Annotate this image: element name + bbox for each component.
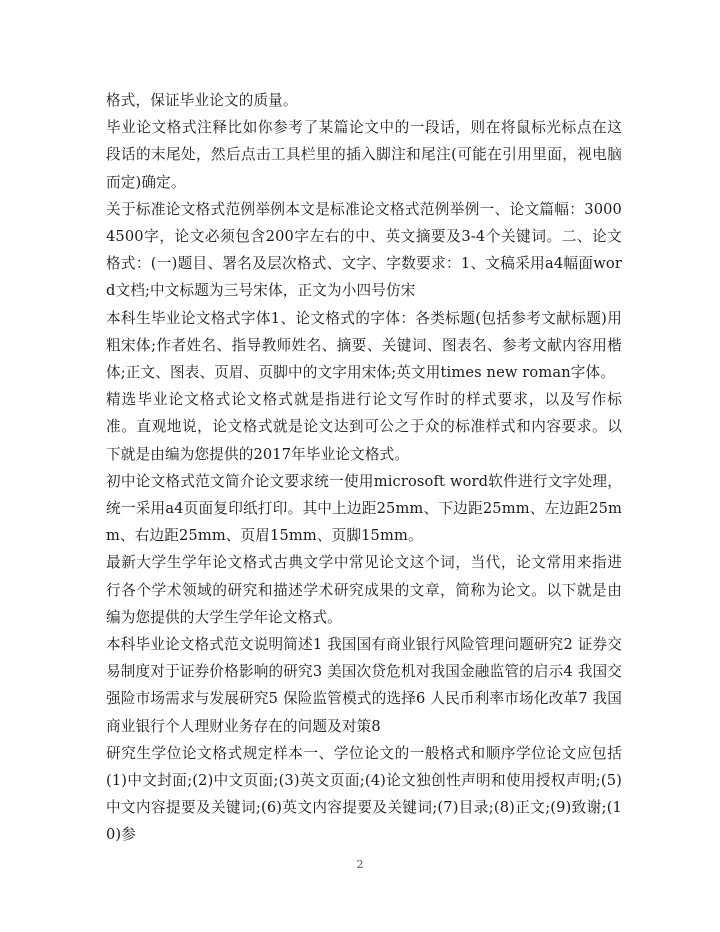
paragraph-4: 本科生毕业论文格式字体1、论文格式的字体：各类标题(包括参考文献标题)用粗宋体;作者姓名、指导教师姓名、摘要、关键词、图表名、参考文献内容用楷体;正文、图表、页眉、页脚中的文字用宋体;英文用times new roman字体。 (106, 309, 622, 382)
page-number: 2 (356, 858, 364, 871)
paragraph-7: 最新大学生学年论文格式古典文学中常见论文这个词，当代，论文常用来指进行各个学术领域的研究和描述学术研究成果的文章，简称为论文。以下就是由编为您提供的大学生学年论文格式。 (106, 554, 622, 626)
paragraph-3: 关于标准论文格式范例举例本文是标准论文格式范例举例一、论文篇幅：30004500字，论文必须包含200字左右的中、英文摘要及3-4个关键词。二、论文格式：(一)题目、署名及层次格式、文字、字数要求：1、文稿采用a4幅面word文档;中文标题为三号宋体，正文为小四号仿宋 (106, 200, 622, 300)
paragraph-6: 初中论文格式范文简介论文要求统一使用microsoft word软件进行文字处理，统一采用a4页面复印纸打印。其中上边距25mm、下边距25mm、左边距25mm、右边距25mm、页眉15mm、页脚15mm。 (106, 472, 622, 545)
paragraph-5: 精选毕业论文格式论文格式就是指进行论文写作时的样式要求，以及写作标准。直观地说，论文格式就是论文达到可公之于众的标准样式和内容要求。以下就是由编为您提供的2017年毕业论文格式。 (106, 391, 622, 463)
paragraph-8: 本科毕业论文格式范文说明简述1 我国国有商业银行风险管理问题研究2 证券交易制度对于证券价格影响的研究3 美国次贷危机对我国金融监管的启示4 我国交强险市场需求与发展研究5 保险监管模式的选择6 人民币利率市场化改革7 我国商业银行个人理财业务存在的问题及对策8 (106, 636, 622, 735)
paragraph-1: 格式，保证毕业论文的质量。 (106, 92, 298, 109)
paragraph-9: 研究生学位论文格式规定样本一、学位论文的一般格式和顺序学位论文应包括(1)中文封面;(2)中文页面;(3)英文页面;(4)论文独创性声明和使用授权声明;(5)中文内容提要及关键词;(6)英文内容提要及关键词;(7)目录;(8)正文;(9)致谢;(10)参 (106, 744, 622, 844)
document-body (106, 87, 622, 849)
paragraph-2: 毕业论文格式注释比如你参考了某篇论文中的一段话，则在将鼠标光标点在这段话的末尾处，然后点击工具栏里的插入脚注和尾注(可能在引用里面，视电脑而定)确定。 (106, 119, 622, 191)
